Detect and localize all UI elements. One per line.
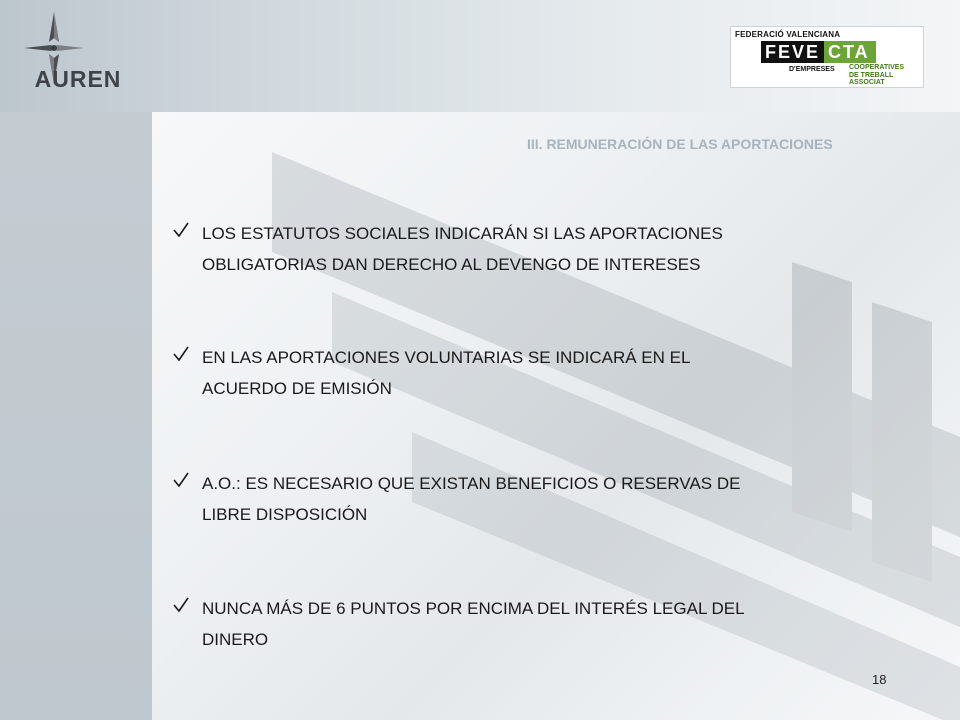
slide-header (0, 0, 960, 112)
fevecta-wordmark-dark: FEVE (761, 41, 824, 63)
fevecta-coop-line-2: DE TREBALL (849, 71, 894, 79)
fevecta-logo (730, 26, 924, 88)
fevecta-coop-line-1: COOPERATIVES (849, 64, 905, 71)
bullet-text: EN LAS APORTACIONES VOLUNTARIAS SE INDICARÁ EN EL ACUERDO DE EMISIÓN (202, 348, 691, 398)
bullet-text: NUNCA MÁS DE 6 PUNTOS POR ENCIMA DEL INTERÉS LEGAL DEL DINERO (202, 599, 745, 649)
checkmark-icon (172, 471, 190, 489)
left-decorative-band (0, 112, 152, 720)
checkmark-icon (172, 596, 190, 614)
section-title: III. REMUNERACIÓN DE LAS APORTACIONES (527, 136, 833, 152)
checkmark-icon (172, 345, 190, 363)
fevecta-wordmark (761, 41, 876, 63)
fevecta-coop-line-3: ASSOCIAT (849, 79, 885, 86)
fevecta-empreses-text: D'EMPRESES (789, 66, 835, 73)
fevecta-federacio-text: FEDERACIÓ VALENCIANA (735, 30, 841, 39)
auren-logo-text: AUREN (34, 66, 122, 92)
bullet-text: A.O.: ES NECESARIO QUE EXISTAN BENEFICIOS O RESERVAS DE LIBRE DISPOSICIÓN (202, 474, 741, 524)
page-number: 18 (872, 672, 887, 687)
fevecta-wordmark-green: CTA (824, 41, 876, 63)
fevecta-cooperatives-text (849, 64, 904, 87)
checkmark-icon (172, 221, 190, 239)
bullet-text: LOS ESTATUTOS SOCIALES INDICARÁN SI LAS APORTACIONES OBLIGATORIAS DAN DERECHO AL DEVENGO DE INTERESES (202, 224, 723, 274)
